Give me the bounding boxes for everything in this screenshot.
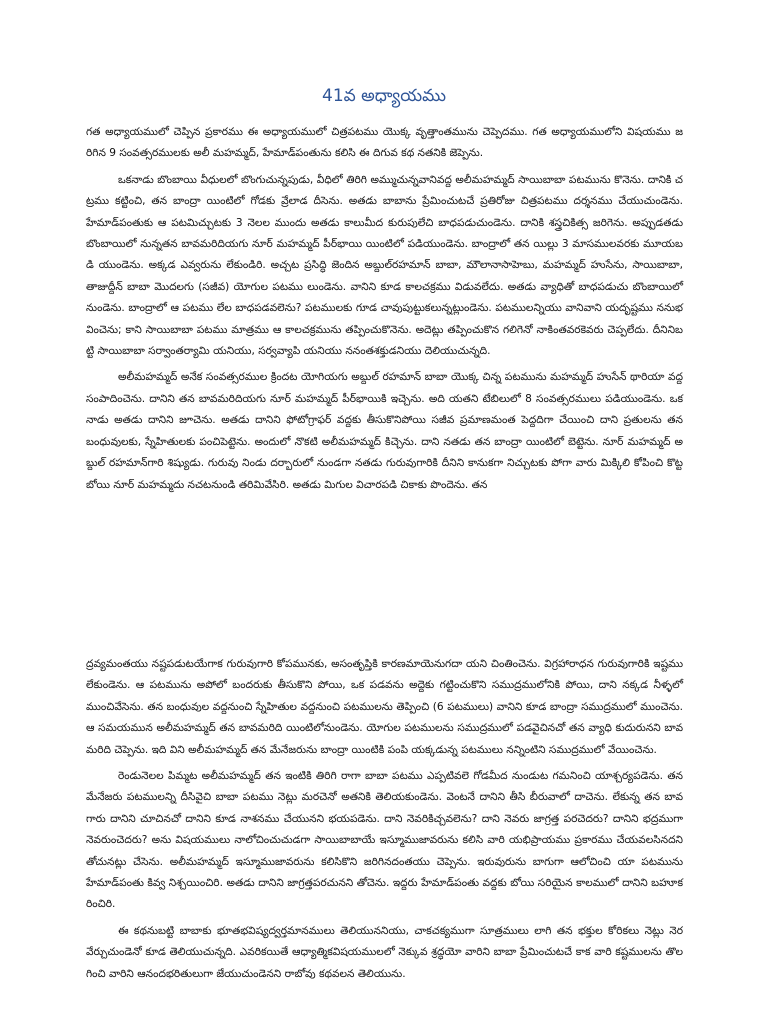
paragraph: అలీమహమ్మద్ అనేక సంవత్సరముల క్రిందట యోగియగు అబ్దుల్ రహమాన్ బాబా యొక్క చిన్న పటమును మహమ్మద్ హుసేన్ థారియా వద్ద సంపాదించెను. దానిని తన బావమరిదియగు నూర్ మహమ్మద్ పీర్‌భాయికి ఇచ్చెను. అది యతని టేబిలులో 8 సంవత్సరములు పడియుండెను. ఒకనాడు అతడు దానిని జూచెను. అతడు దానిని ఫోటోగ్రాఫర్ వద్దకు తీసుకొనిపోయి సజీవ ప్రమాణమంత పెద్దదిగా చేయించి దాని ప్రతులను తన బంధువులకు, స్నేహితులకు పంచిపెట్టెను. అందులో నొకటి అలీమహమ్మద్ కిచ్చెను. దాని నతడు తన బాంద్రా యింటిలో బెట్టెను. నూర్ మహమ్మద్ అబ్దుల్ రహమాన్‌గారి శిష్యుడు. గురువు నిండు దర్బారులో నుండగా నతడు గురువుగారికి దీనిని కానుకగా నిచ్చుటకు పోగా వారు మిక్కిలి కోపించి కొట్టబోయి నూర్ మహమ్మదు నచటనుండి తరిమివేసిరి. అతడు మిగుల విచారపడి చికాకు పొందెను. తన [86, 371, 683, 491]
paragraph: ద్రవ్యమంతయు నష్టపడుటయేగాక గురువుగారి కోపమునకు, అసంతృప్తికి కారణమాయెనుగదా యని చింతించెను. విగ్రహారాధన గురువుగారికి ఇష్టము లేకుండెను. ఆ పటమును అపోలో బందరుకు తీసుకొని పోయి, ఒక పడవను అద్దెకు గట్టించుకొని సముద్రములోనికి పోయి, దాని నక్కడ నీళ్ళలో ముంచివేసెను. తన బంధువుల వద్దనుంచి స్నేహితుల వద్దనుంచి పటములను తెప్పించి (6 పటములు) వానిని కూడ బాంద్రా సముద్రములో ముంచెను. ఆ సమయమున అలీమహమ్మద్ తన బావమరిది యింటిలోనుండెను. యోగుల పటములను సముద్రములో పడవైచినచో తన వ్యాధి కుదురునని బావమరిది చెప్పెను. ఇది విని అలీమహమ్మద్ తన మేనేజరును బాంద్రా యింటికి పంపి యక్కడున్న పటములు నన్నింటిని సముద్రములో వేయించెను. [86, 658, 683, 756]
bottom-text-block [86, 654, 683, 985]
paragraph: ఒకనాడు బొంబాయి వీధులలో బొంగుచున్నపుడు, వీధిలో తిరిగి అమ్ముచున్నవానివద్ద అలీమహమ్మద్ సాయిబాబా పటమును కొనెను. దానికి చట్రము కట్టించి, తన బాంద్రా యింటిలో గోడకు వ్రేలాడ దీసెను. అతడు బాబాను ప్రేమించుటచే ప్రతిరోజు చిత్రపటము దర్శనము చేయుచుండెను. హేమాడ్‌పంతుకు ఆ పటమిచ్చుటకు 3 నెలల ముందు అతడు కాలుమీద కురుపులేచి బాధపడుచుండెను. దానికి శస్త్రచికిత్స జరిగెను. అప్పుడతడు బొంబాయిలో నున్నతన బావమరిదియగు నూర్ మహమ్మద్ పీర్‌భాయి యింటిలో పడియుండెను. బాంద్రాలో తన యిల్లు 3 మాసములవరకు మూయబడి యుండెను. అక్కడ ఎవ్వరును లేకుండిరి. అచ్చట ప్రసిద్ధి జెందిన అబ్దుల్‌రహమాన్ బాబా, మౌలానాసాహెబు, మహమ్మద్ హుసేను, సాయిబాబా, తాజుద్దీన్ బాబా మొదలగు (సజీవ) యోగుల పటము లుండెను. వానిని కూడ కాలచక్రము విడువలేదు. అతడు వ్యాధితో బాధపడుచు బొంబాయిలో నుండెను. బాంద్రాలో ఆ పటము లేల బాధపడవలెను? పటములకు గూడ చావుపుట్టుకలున్నట్లుండెను. పటములన్నియు వానివాని యదృష్టము ననుభవించెను; కాని సాయిబాబా పటము మాత్రము ఆ కాలచక్రమును తప్పించుకొనెను. అదెట్లు తప్పించుకొన గలిగెనో నాకింతవరకెవరు చెప్పలేదు. దీనినిబట్టి సాయిబాబా సర్వాంతర్యామి యనియు, సర్వవ్యాపి యనియు ననంతశక్తుడనియు దెలియుచున్నది. [86, 173, 683, 358]
paragraph: గత అధ్యాయములో చెప్పిన ప్రకారము ఈ అధ్యాయములో చిత్రపటము యొక్క వృత్తాంతమును చెప్పెదము. గత అధ్యాయములోని విషయము జరిగిన 9 సంవత్సరములకు అలీ మహమ్మద్, హేమాడ్‌పంతును కలిసి ఈ దిగువ కథ నతనికి జెప్పెను. [86, 126, 683, 160]
chapter-title: 41వ అధ్యాయము [322, 86, 446, 106]
paragraph: ఈ కథనుబట్టి బాబాకు భూతభవిష్యద్వర్తమానములు తెలియుననియు, చాకచక్యముగా సూత్రములు లాగి తన భక్తుల కోరికలు నెట్లు నెరవేర్చుచుండెనో కూడ తెలియుచున్నది. ఎవరికయితే ఆధ్యాత్మికవిషయములలో నెక్కువ శ్రద్ధయో వారిని బాబా ప్రేమించుటచే కాక వారి కష్టములను తొలగించి వారిని ఆనందభరితులుగా జేయుచుండెనని రాబోవు కథవలన తెలియును. [86, 924, 683, 980]
top-text-block [86, 122, 683, 496]
paragraph: రెండునెలల పిమ్మట అలీమహమ్మద్ తన ఇంటికి తిరిగి రాగా బాబా పటము ఎప్పటివలె గోడమీద నుండుట గమనించి యాశ్చర్యపడెను. తన మేనేజరు పటములన్ని దీసివైచి బాబా పటము నెట్లు మరచెనో అతనికి తెలియకుండెను. వెంటనే దానిని తీసి బీరువాలో దాచెను. లేకున్న తన బావగారు దానిని చూచినచో దానిని కూడ నాశనము చేయునని భయపడెను. దాని నెవరికిచ్చవలెను? దాని నెవరు జాగ్రత్త పరచెదరు? దానిని భద్రముగా నెవరుంచెదరు? అను విషయములు నాలోచించుచుడగా సాయిబాబాయే ఇస్మూముజావరును కలిసి వారి యభిప్రాయము ప్రకారము చేయవలసినదని తోచునట్లు చేసెను. అలీమహమ్మద్ ఇస్మూముజావరును కలిసికొని జరిగినదంతయు చెప్పెను. ఇరువురును బాగుగా ఆలోచించి యా పటమును హేమాడ్‌పంతు కివ్వ నిశ్చయించిరి. అతడు దానిని జాగ్రత్తపరచునని తోచెను. ఇద్దరు హేమాడ్‌పంతు వద్దకు బోయి సరియైన కాలములో దానిని బహూకరించిరి. [86, 770, 683, 911]
